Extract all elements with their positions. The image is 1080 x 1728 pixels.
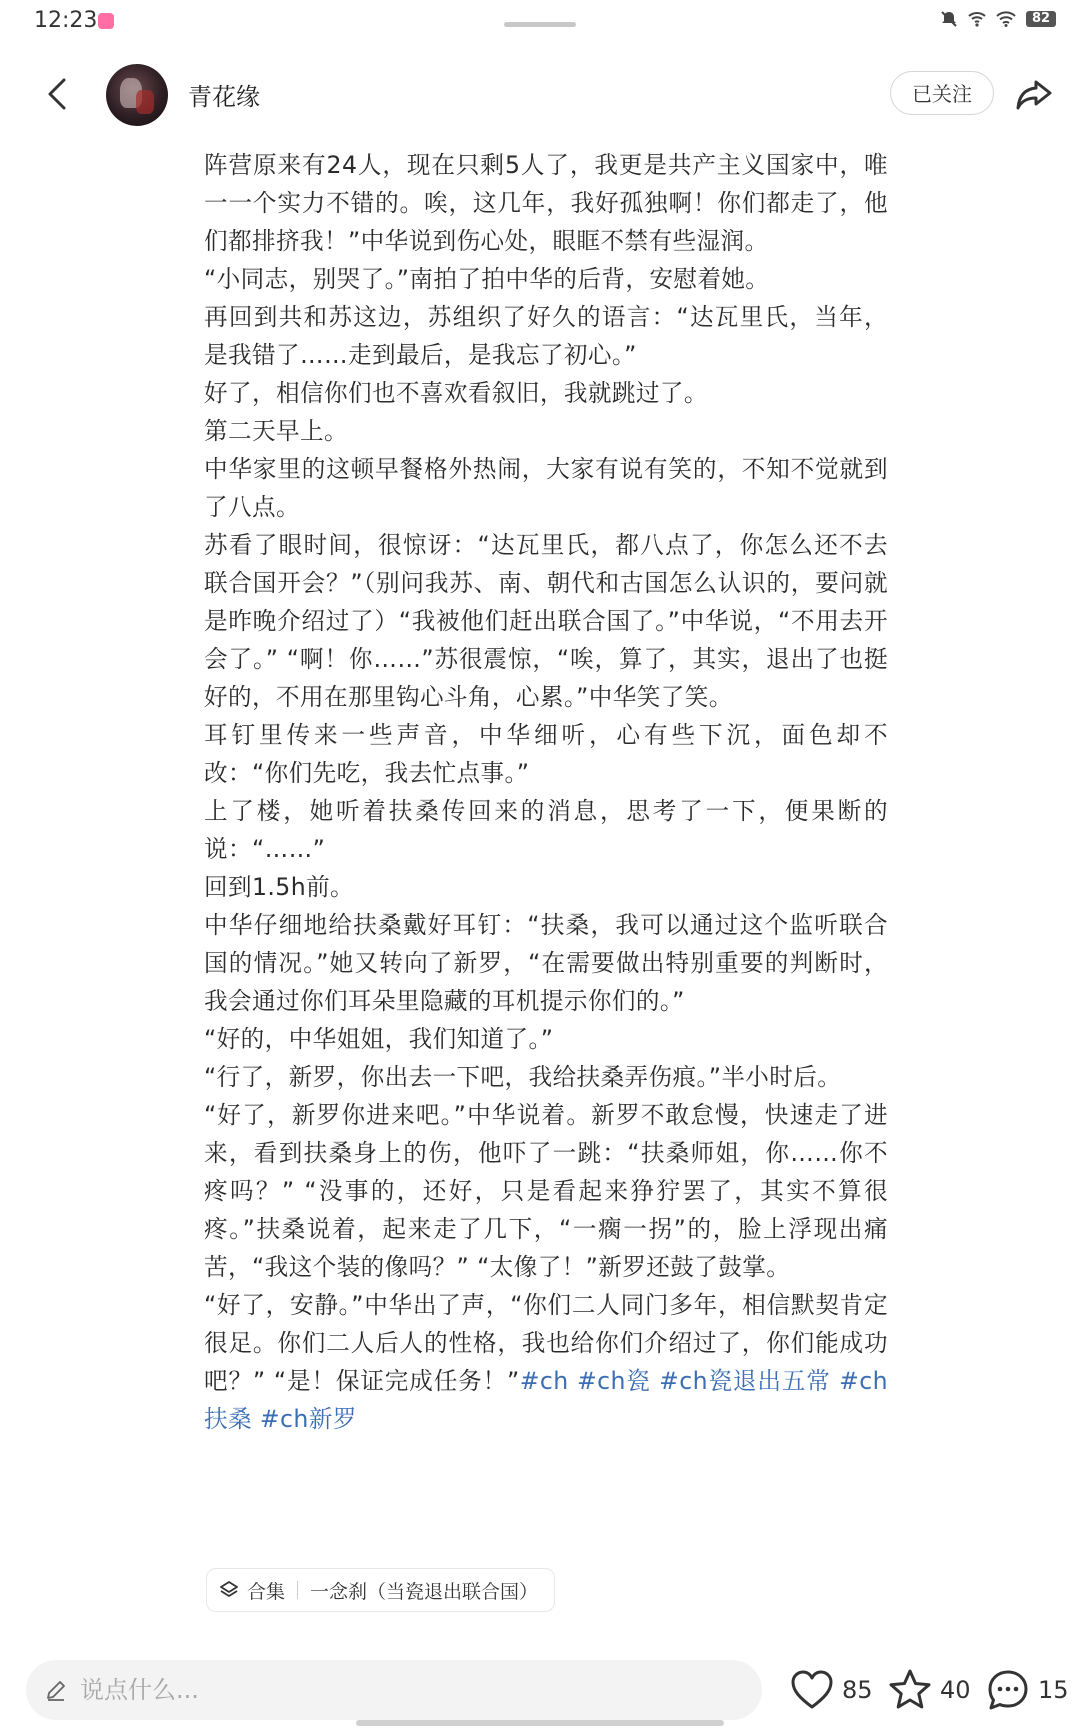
post-paragraph: “行了，新罗，你出去一下吧，我给扶桑弄伤痕。”半小时后。 xyxy=(204,1063,842,1091)
wifi-icon xyxy=(996,11,1016,27)
post-paragraph: 好了，相信你们也不喜欢看叙旧，我就跳过了。 xyxy=(204,379,708,407)
post-paragraph: “好的，中华姐姐，我们知道了。” xyxy=(204,1025,554,1053)
favorite-count: 40 xyxy=(940,1676,971,1704)
comment-count: 15 xyxy=(1038,1676,1069,1704)
post-body xyxy=(204,146,888,1438)
hashtags[interactable]: #ch #ch瓷 #ch瓷退出五常 #ch扶桑 #ch新罗 xyxy=(204,1367,888,1433)
author-name[interactable]: 青花缘 xyxy=(188,83,260,111)
follow-button[interactable]: 已关注 xyxy=(890,71,994,115)
favorite-button[interactable] xyxy=(888,1666,971,1714)
post-paragraph: 再回到共和苏这边，苏组织了好久的语言：“达瓦里氏，当年，是我错了……走到最后，是我忘了初心。” xyxy=(204,303,888,369)
post-paragraph: 上了楼，她听着扶桑传回来的消息，思考了一下，便果断的说：“……” xyxy=(204,797,888,863)
avatar[interactable] xyxy=(106,64,168,126)
collection-chip[interactable] xyxy=(206,1568,555,1612)
pencil-icon xyxy=(44,1678,68,1702)
back-arrow-icon[interactable] xyxy=(40,74,76,114)
post-last-paragraph xyxy=(204,1286,888,1438)
status-icons xyxy=(940,10,1056,28)
status-time: 12:23 xyxy=(34,8,98,33)
layers-icon xyxy=(219,1580,239,1600)
comment-bubble-icon xyxy=(986,1668,1030,1712)
comment-input[interactable] xyxy=(78,1675,682,1705)
post-header xyxy=(0,60,1080,130)
collection-label: 合集 xyxy=(247,1580,286,1603)
divider xyxy=(297,1581,298,1599)
post-paragraph: 中华仔细地给扶桑戴好耳钉：“扶桑，我可以通过这个监听联合国的情况。”她又转向了新罗，“在需要做出特别重要的判断时，我会通过你们耳朵里隐藏的耳机提示你们的。” xyxy=(204,911,888,1015)
mute-bell-icon xyxy=(940,10,958,28)
star-icon xyxy=(888,1668,932,1712)
signal-wifi-icon xyxy=(968,11,986,27)
post-paragraph: 第二天早上。 xyxy=(204,417,348,445)
drag-handle[interactable] xyxy=(504,22,576,27)
post-paragraph: “小同志，别哭了。”南拍了拍中华的后背，安慰着她。 xyxy=(204,265,770,293)
like-button[interactable] xyxy=(790,1666,873,1714)
post-paragraph: “好了，新罗你进来吧。”中华说着。新罗不敢怠慢，快速走了进来，看到扶桑身上的伤，他吓了一跳：“扶桑师姐，你……你不疼吗？” “没事的，还好，只是看起来狰狞罢了，其实不算很疼。”扶桑说着，起来走了几下，“一瘸一拐”的，脸上浮现出痛苦，“我这个装的像吗？” “太像了！”新罗还鼓了鼓掌。 xyxy=(204,1101,888,1281)
collection-title: 一念刹（当瓷退出联合国） xyxy=(310,1580,539,1603)
post-paragraph: 苏看了眼时间，很惊讶：“达瓦里氏，都八点了，你怎么还不去联合国开会？”（别问我苏、南、朝代和古国怎么认识的，要问就是昨晚介绍过了）“我被他们赶出联合国了。”中华说，“不用去开会了。” “啊！你……”苏很震惊，“唉，算了，其实，退出了也挺好的，不用在那里钩心斗角，心累。”中华笑了笑。 xyxy=(204,531,888,711)
home-indicator[interactable] xyxy=(356,1720,724,1726)
post-paragraph: 阵营原来有24人，现在只剩5人了，我更是共产主义国家中，唯一一个实力不错的。唉，这几年，我好孤独啊！你们都走了，他们都排挤我！”中华说到伤心处，眼眶不禁有些湿润。 xyxy=(204,151,888,255)
post-text: “好了，安静。”中华出了声，“你们二人同门多年，相信默契肯定很足。你们二人后人的性格，我也给你们介绍过了，你们能成功吧？” “是！保证完成任务！” xyxy=(204,1291,888,1395)
post-paragraph: 中华家里的这顿早餐格外热闹，大家有说有笑的，不知不觉就到了八点。 xyxy=(204,455,888,521)
comment-button[interactable] xyxy=(986,1666,1069,1714)
comment-box[interactable] xyxy=(26,1660,762,1720)
post-paragraph: 耳钉里传来一些声音，中华细听，心有些下沉，面色却不改：“你们先吃，我去忙点事。” xyxy=(204,721,888,787)
post-paragraph: 回到1.5h前。 xyxy=(204,873,355,901)
share-icon[interactable] xyxy=(1014,74,1054,114)
status-bar xyxy=(0,0,1080,48)
like-count: 85 xyxy=(842,1676,873,1704)
battery-icon: 82 xyxy=(1026,11,1056,27)
heart-icon xyxy=(790,1670,834,1710)
app-notification-icon xyxy=(98,13,114,29)
